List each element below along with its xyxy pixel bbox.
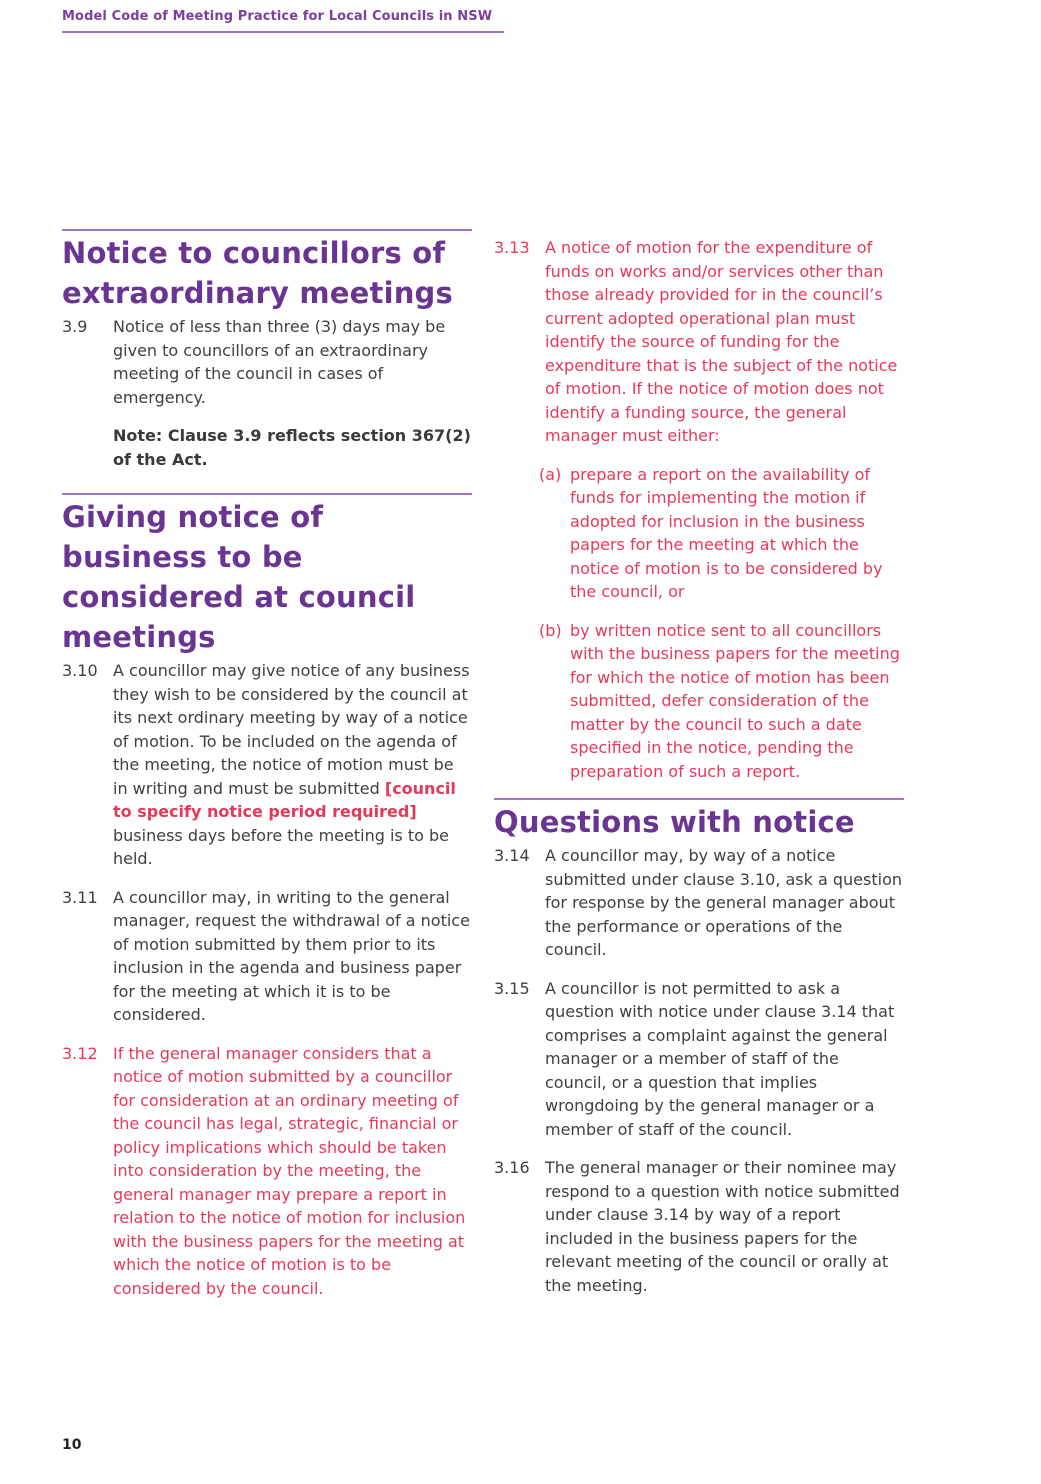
page-number: 10 (62, 1437, 82, 1453)
clause-3-13-item-b (539, 619, 904, 784)
clause-text: The general manager or their nominee may respond to a question with notice submitted under clause 3.14 by way of a report included in the business papers for the relevant meeting of the council or orally at the meeting. (545, 1158, 900, 1295)
clause-text-after: business days before the meeting is to be held. (113, 825, 449, 868)
right-column (494, 236, 904, 1312)
clause-number: 3.14 (494, 846, 530, 865)
clause-number: 3.16 (494, 1158, 530, 1177)
clause-3-11 (62, 886, 472, 1027)
note-clause-3-9: Note: Clause 3.9 reflects section 367(2) of the Act. (113, 426, 471, 469)
clause-text: If the general manager considers that a notice of motion submitted by a councillor for consideration at an ordinary meeting of the council has legal, strategic, financial or policy implications which should be taken into consideration by the meeting, the general manager may prepare a report in relation to the notice of motion for inclusion with the business papers for the meeting at which the notice of motion is to be considered by the council. (113, 1043, 466, 1298)
clause-3-13 (494, 236, 904, 448)
running-header: Model Code of Meeting Practice for Local Councils in NSW (62, 9, 504, 33)
clause-text: Notice of less than three (3) days may be given to councillors of an extraordinary meeting of the council in cases of emergency. (113, 317, 446, 407)
clause-3-13-item-a (539, 463, 904, 604)
section-heading-extraordinary-meetings: Notice to councillors of extraordinary meetings (62, 236, 453, 310)
clause-3-12 (62, 1042, 472, 1301)
clause-number: 3.9 (62, 317, 88, 336)
clause-number: 3.10 (62, 661, 98, 680)
item-letter: (a) (539, 464, 562, 484)
section-divider (62, 493, 472, 495)
clause-text: A councillor may, by way of a notice submitted under clause 3.10, ask a question for response by the general manager about the performance or operations of the council. (545, 846, 902, 959)
clause-number: 3.11 (62, 887, 98, 907)
item-text: prepare a report on the availability of funds for implementing the motion if adopted for inclusion in the business papers for the meeting at which the notice of motion is to be considered by the council, or (570, 464, 883, 601)
left-column (62, 229, 472, 1315)
clause-text (113, 659, 472, 871)
clause-number: 3.15 (494, 978, 530, 998)
clause-3-16 (494, 1156, 904, 1297)
clause-3-9 (62, 315, 472, 409)
clause-text: A councillor is not permitted to ask a question with notice under clause 3.14 that comprises a complaint against the general manager or a member of staff of the council, or a question that implies wrongdoing by the general manager or a member of staff of the council. (545, 978, 895, 1139)
clause-3-15 (494, 977, 904, 1142)
section-heading-questions-with-notice: Questions with notice (494, 805, 855, 839)
item-text: by written notice sent to all councillors with the business papers for the meeting for which the notice of motion has been submitted, defer consideration of the matter by the council to such a date specified in the notice, pending the preparation of such a report. (570, 620, 900, 781)
clause-3-14 (494, 844, 904, 962)
item-letter: (b) (539, 620, 562, 640)
placeholder-notice-period: [council to specify notice period required] (113, 778, 456, 821)
clause-3-10 (62, 659, 472, 871)
section-heading-giving-notice: Giving notice of business to be considered at council meetings (62, 500, 416, 654)
clause-number: 3.12 (62, 1043, 98, 1063)
clause-text-before: A councillor may give notice of any business they wish to be considered by the council at its next ordinary meeting by way of a notice of motion. To be included on the agenda of the meeting, the notice of motion must be in writing and must be submitted (113, 661, 470, 798)
clause-text: A councillor may, in writing to the general manager, request the withdrawal of a notice of motion submitted by them prior to its inclusion in the agenda and business paper for the meeting at which it is to be considered. (113, 887, 470, 1024)
section-divider (494, 798, 904, 800)
clause-text: A notice of motion for the expenditure of funds on works and/or services other than those already provided for in the council’s current adopted operational plan must identify the source of funding for the expenditure that is the subject of the notice of motion. If the notice of motion does not identify a funding source, the general manager must either: (545, 238, 898, 445)
section-divider (62, 229, 472, 231)
clause-number: 3.13 (494, 238, 530, 257)
